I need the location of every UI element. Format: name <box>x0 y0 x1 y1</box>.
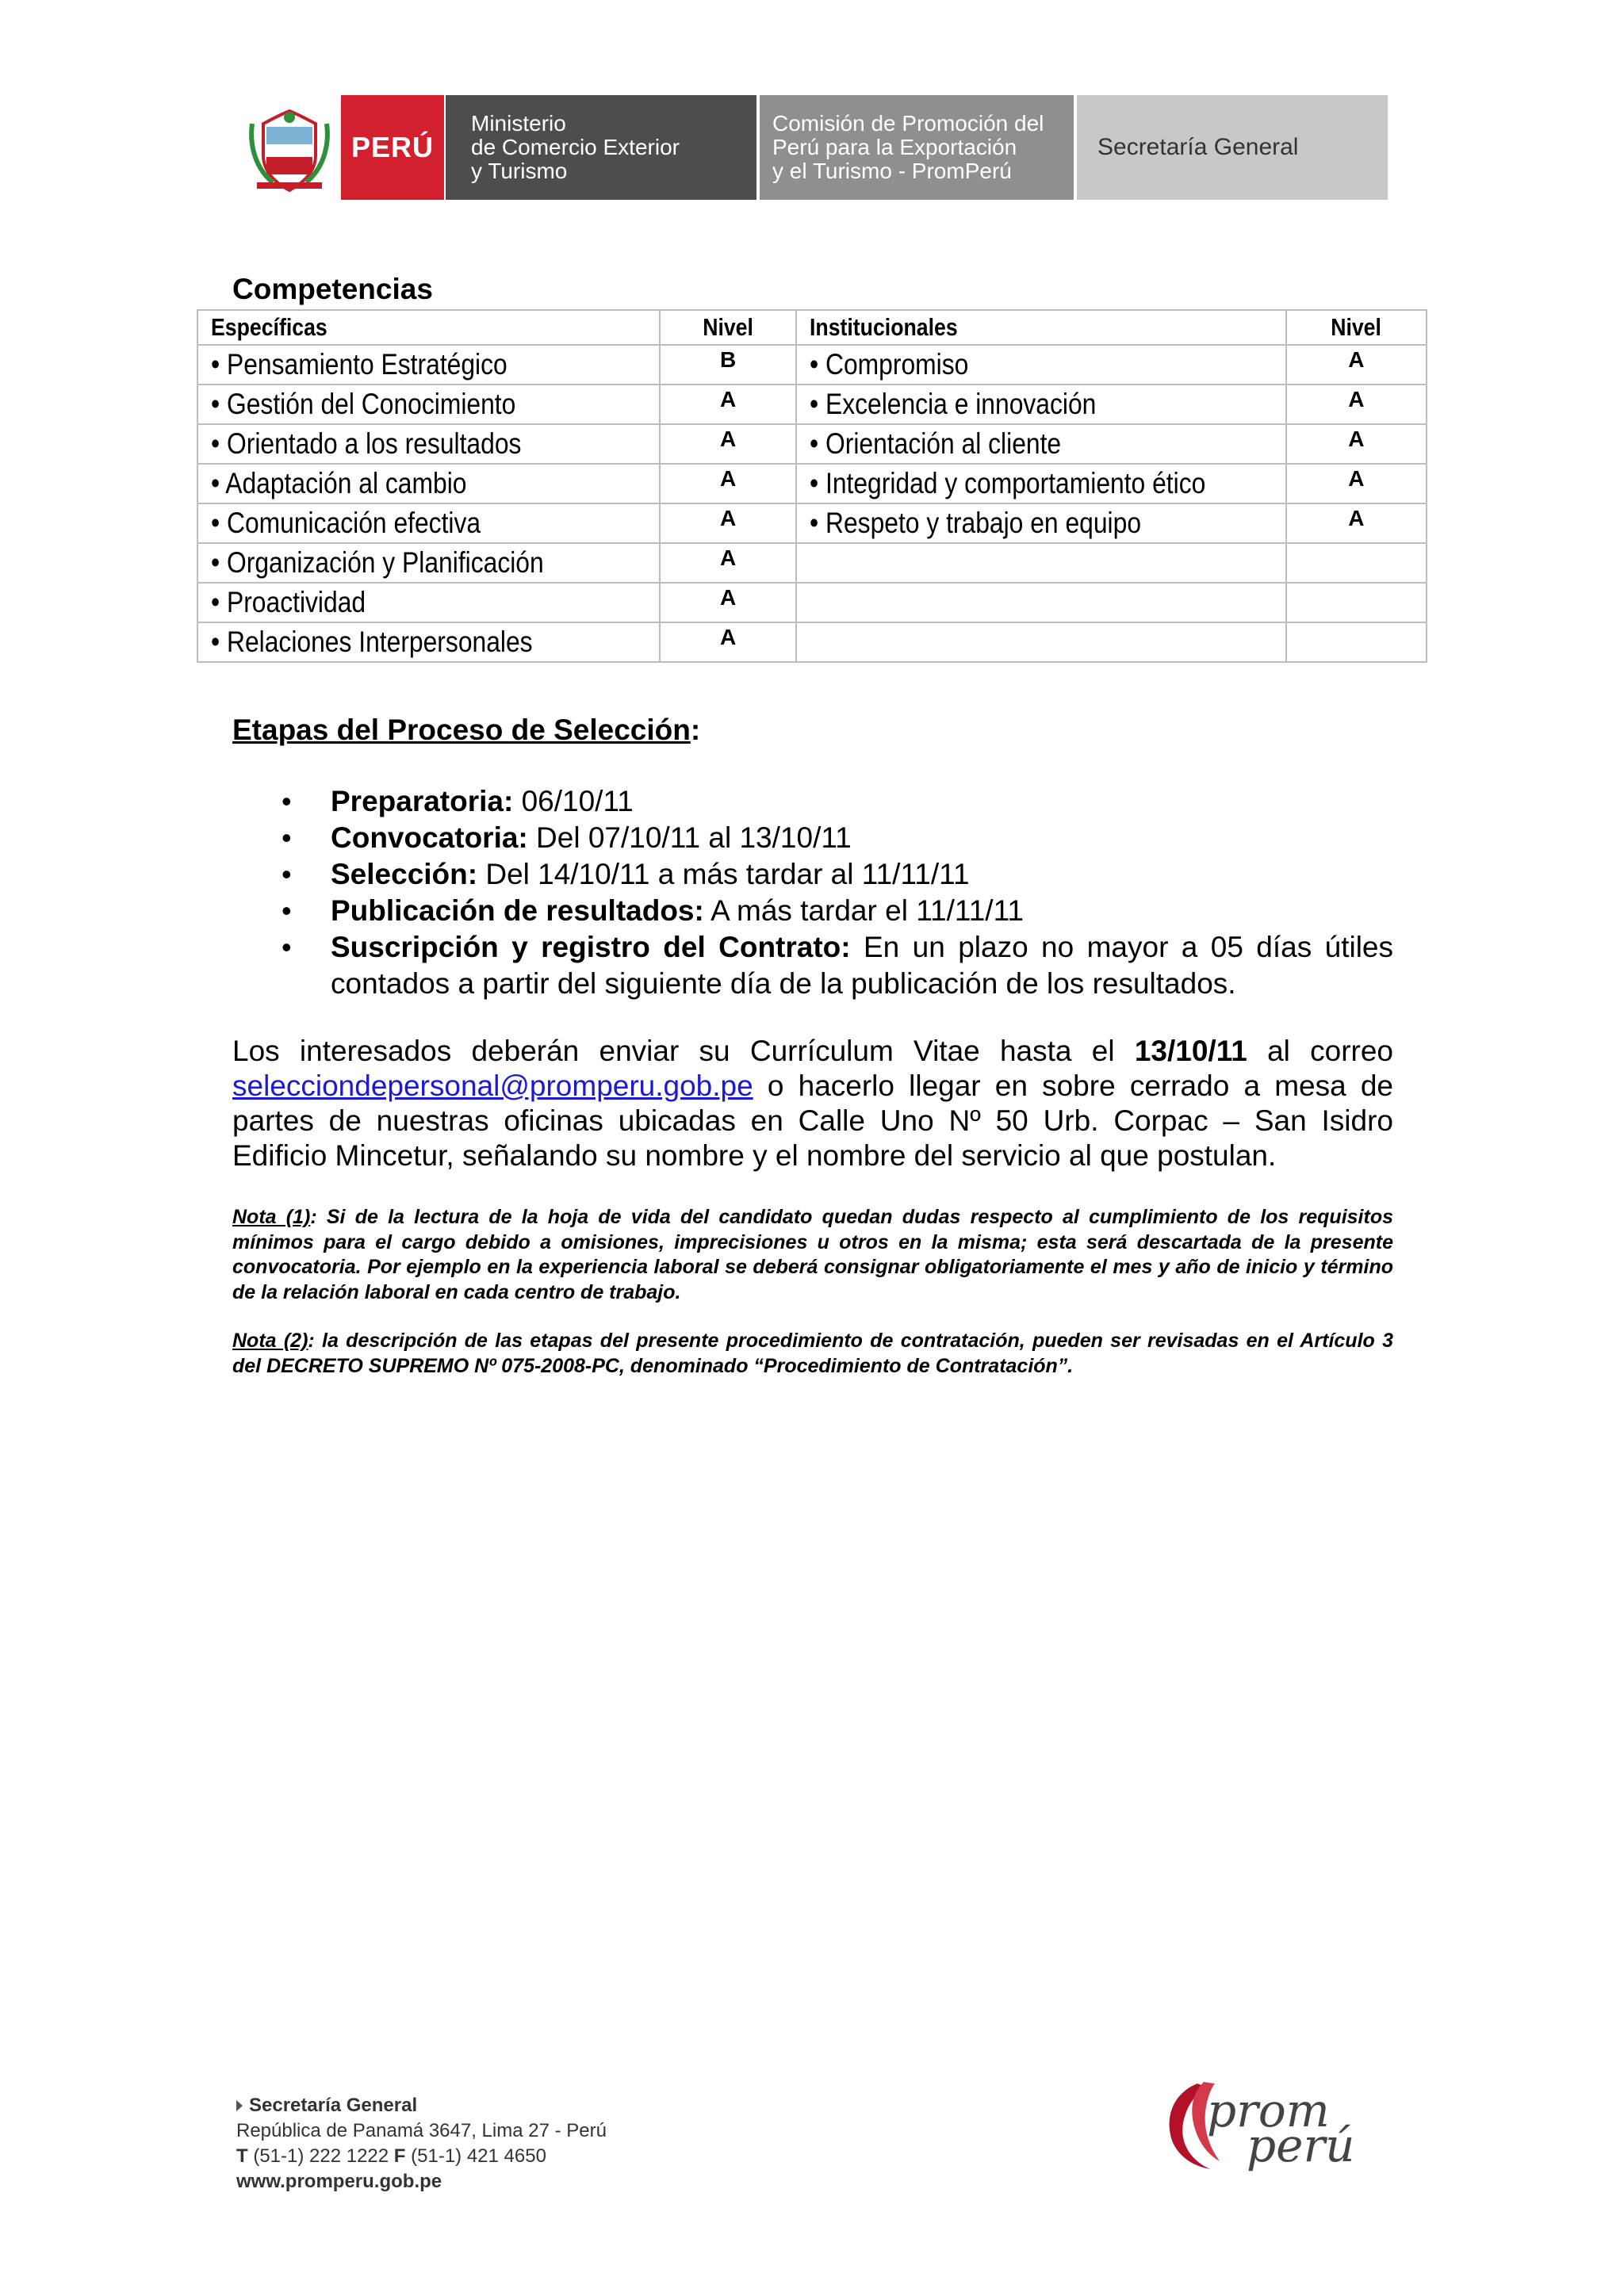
competencia-especifica: • Gestión del Conocimiento <box>197 385 660 424</box>
footer-phones <box>236 2144 607 2169</box>
nota-label: Nota (2) <box>232 1330 308 1352</box>
nivel-institucional: A <box>1286 345 1427 385</box>
header-banner <box>236 95 1391 200</box>
etapa-text: En un plazo no mayor a 05 días útiles contados a partir del siguiente día de la publicación de los resultados. <box>331 931 1393 1000</box>
nivel-especifica: A <box>660 464 795 503</box>
footer-office-text: Secretaría General <box>249 2095 418 2116</box>
table-row <box>197 424 1427 464</box>
table-header-row <box>197 310 1427 345</box>
instrucciones-text: Los interesados deberán enviar su Currículum Vitae hasta el <box>232 1035 1135 1067</box>
logo-text-prom: prom <box>1207 2084 1330 2137</box>
etapa-label: Selección: <box>331 858 478 890</box>
header-nivel-institucionales: Nivel <box>1286 310 1427 345</box>
competencia-institucional: • Orientación al cliente <box>796 424 1286 464</box>
peru-brand-label: PERÚ <box>341 95 444 200</box>
etapa-label: Publicación de resultados: <box>331 894 704 927</box>
table-row <box>197 622 1427 662</box>
competencia-especifica: • Pensamiento Estratégico <box>197 345 660 385</box>
etapas-title-text: Etapas del Proceso de Selección <box>232 714 691 746</box>
instrucciones-text: o hacerlo llegar en sobre cerrado a mesa de partes de nuestras oficinas ubicadas en Calle Uno Nº 50 Urb. Corpac – San Isidro Edificio Mincetur, señalando su nombre y el nombre del servicio al que postulan. <box>232 1070 1393 1172</box>
competencia-institucional <box>796 622 1286 662</box>
competencia-institucional: • Compromiso <box>796 345 1286 385</box>
footer-office <box>236 2093 607 2118</box>
nivel-institucional: A <box>1286 385 1427 424</box>
nivel-institucional <box>1286 543 1427 583</box>
fax-label: F <box>393 2145 406 2167</box>
table-row <box>197 583 1427 622</box>
competencia-especifica: • Relaciones Interpersonales <box>197 622 660 662</box>
list-item <box>232 820 1393 856</box>
list-item <box>232 929 1393 1002</box>
deadline-date: 13/10/11 <box>1134 1035 1247 1067</box>
nota-text: : la descripción de las etapas del presente procedimiento de contratación, pueden ser revisadas en el Artículo 3 del DECRETO SUPREMO Nº 075-2008-PC, denominado “Procedimiento de Contratación”. <box>232 1330 1393 1377</box>
nivel-especifica: A <box>660 583 795 622</box>
etapa-text: 06/10/11 <box>513 785 634 817</box>
fax-number: (51-1) 421 4650 <box>405 2145 546 2167</box>
etapa-label: Suscripción y registro del Contrato: <box>331 931 851 963</box>
table-row <box>197 543 1427 583</box>
nivel-institucional <box>1286 583 1427 622</box>
competencia-especifica: • Comunicación efectiva <box>197 503 660 543</box>
nivel-especifica: B <box>660 345 795 385</box>
etapa-label: Convocatoria: <box>331 821 528 854</box>
header-especificas: Específicas <box>197 310 660 345</box>
competencia-institucional <box>796 543 1286 583</box>
etapas-title-suffix: : <box>690 714 701 746</box>
nivel-institucional: A <box>1286 424 1427 464</box>
competencia-especifica: • Organización y Planificación <box>197 543 660 583</box>
nivel-especifica: A <box>660 503 795 543</box>
etapa-text: Del 07/10/11 al 13/10/11 <box>527 821 852 854</box>
instrucciones-paragraph <box>232 1034 1393 1173</box>
table-row <box>197 464 1427 503</box>
nivel-especifica: A <box>660 543 795 583</box>
nivel-especifica: A <box>660 385 795 424</box>
table-row <box>197 345 1427 385</box>
competencia-especifica: • Orientado a los resultados <box>197 424 660 464</box>
competencia-especifica: • Adaptación al cambio <box>197 464 660 503</box>
nota-label: Nota (1) <box>232 1206 311 1228</box>
nivel-institucional: A <box>1286 464 1427 503</box>
header-institucionales: Institucionales <box>796 310 1286 345</box>
secretariat-name: Secretaría General <box>1074 95 1388 200</box>
table-row <box>197 503 1427 543</box>
triangle-bullet-icon <box>236 2100 243 2111</box>
logo-text-peru: perú <box>1247 2118 1355 2172</box>
footer-website[interactable]: www.promperu.gob.pe <box>236 2171 442 2192</box>
etapas-list <box>232 783 1393 1002</box>
nivel-especifica: A <box>660 622 795 662</box>
competencia-institucional: • Integridad y comportamiento ético <box>796 464 1286 503</box>
nota-1 <box>232 1205 1393 1305</box>
etapas-title <box>232 714 700 747</box>
nivel-especifica: A <box>660 424 795 464</box>
competencia-institucional: • Excelencia e innovación <box>796 385 1286 424</box>
footer-street: República de Panamá 3647, Lima 27 - Perú <box>236 2120 607 2141</box>
list-item <box>232 893 1393 929</box>
header-nivel-especificas: Nivel <box>660 310 795 345</box>
ministry-name: Ministerio de Comercio Exterior y Turismo <box>444 95 756 200</box>
footer-address <box>236 2093 607 2195</box>
instrucciones-text: al correo <box>1247 1035 1394 1067</box>
nivel-institucional <box>1286 622 1427 662</box>
etapa-text: Del 14/10/11 a más tardar al 11/11/11 <box>477 858 970 890</box>
etapa-text: A más tardar el 11/11/11 <box>703 894 1024 927</box>
nota-text: : Si de la lectura de la hoja de vida del candidato quedan dudas respecto al cumplimiento de los requisitos mínimos para el cargo debido a omisiones, imprecisiones u otros en la misma; esta será descartada de la presente convocatoria. Por ejemplo en la experiencia laboral se deberá consignar obligatoriamente el mes y año de inicio y término de la relación laboral en cada centro de trabajo. <box>232 1206 1393 1303</box>
promperu-logo <box>1158 2077 1380 2172</box>
competencia-especifica: • Proactividad <box>197 583 660 622</box>
etapa-label: Preparatoria: <box>331 785 514 817</box>
competencia-institucional: • Respeto y trabajo en equipo <box>796 503 1286 543</box>
peru-seal-logo <box>236 95 341 200</box>
phone-label: T <box>236 2145 248 2167</box>
commission-name: Comisión de Promoción del Perú para la Exportación y el Turismo - PromPerú <box>756 95 1074 200</box>
competencias-title: Competencias <box>232 273 433 305</box>
competencias-table <box>197 309 1427 663</box>
table-row <box>197 385 1427 424</box>
list-item <box>232 783 1393 820</box>
competencia-institucional <box>796 583 1286 622</box>
phone-number: (51-1) 222 1222 <box>247 2145 394 2167</box>
list-item <box>232 856 1393 893</box>
nota-2 <box>232 1329 1393 1379</box>
nivel-institucional: A <box>1286 503 1427 543</box>
email-link[interactable]: selecciondepersonal@promperu.gob.pe <box>232 1070 753 1102</box>
